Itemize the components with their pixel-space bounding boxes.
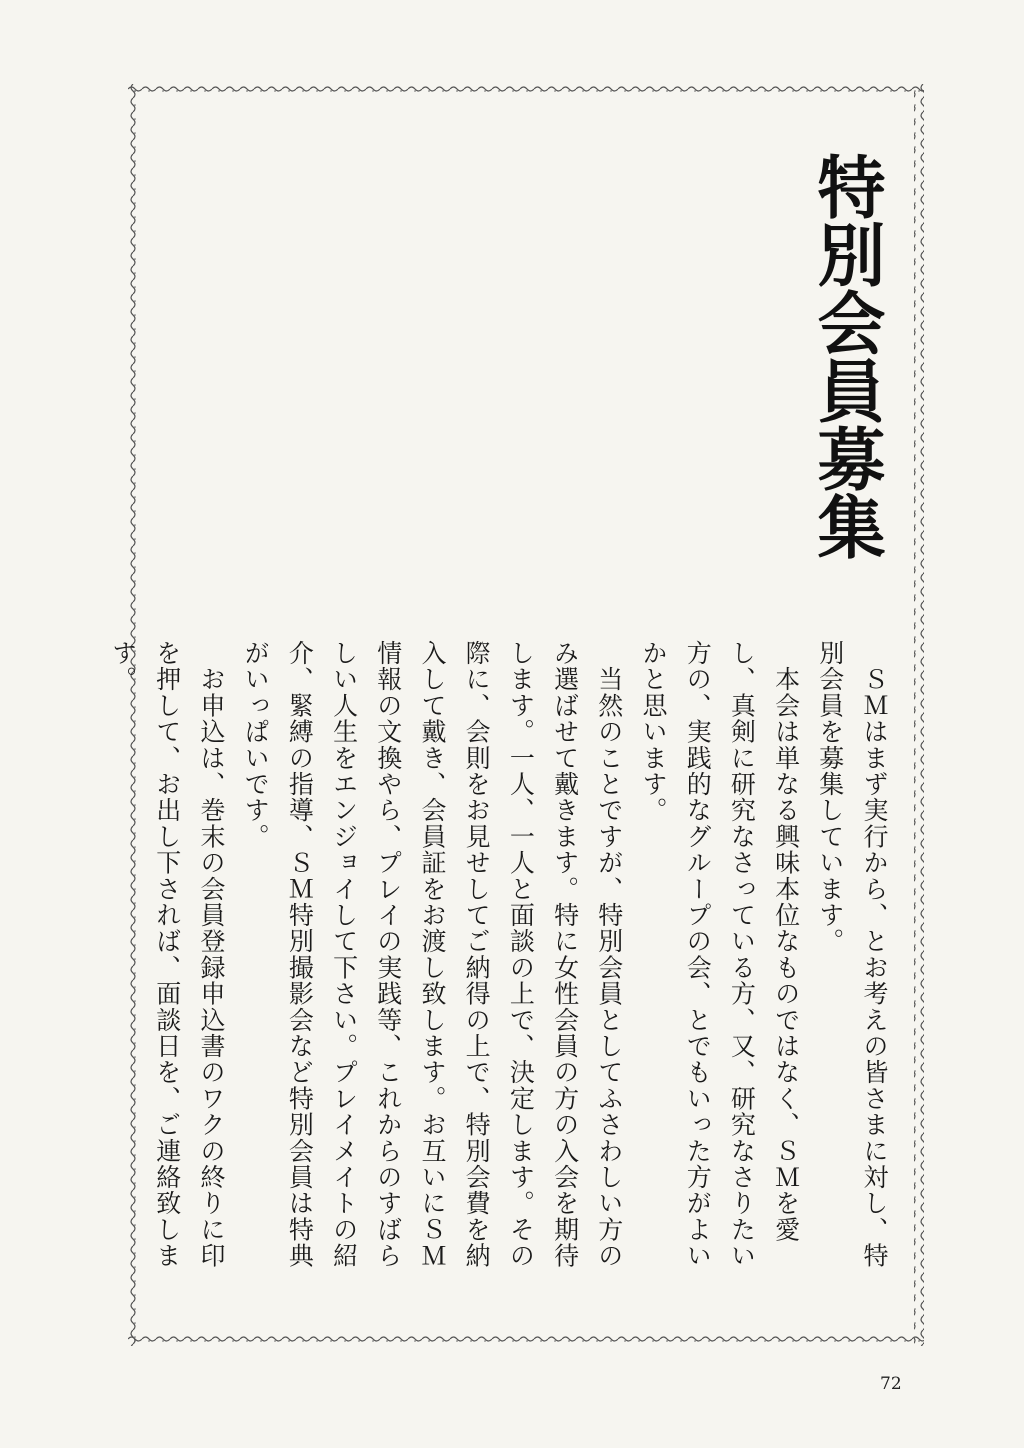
paragraph-2: 本会は単なる興味本位なものではなく、ＳＭを愛し、真剣に研究なさっている方、又、研究なさりたい方の、実践的なグループの会、とでもいった方がよいかと思います。 xyxy=(638,640,801,1269)
body-text xyxy=(108,640,896,1280)
page-number: 72 xyxy=(880,1374,902,1394)
paragraph-1: ＳＭはまず実行から、とお考えの皆さまに対し、特別会員を募集しています。 xyxy=(815,640,889,1269)
paragraph-4: お申込は、巻末の会員登録申込書のワクの終りに印を押して、お出し下されば、面談日を、ご連絡致します。 xyxy=(108,640,226,1269)
page-title: 特別会員募集 xyxy=(806,152,885,560)
paragraph-3: 当然のことですが、特別会員としてふさわしい方のみ選ばせて戴きます。特に女性会員の方の入会を期待します。一人、一人と面談の上で、決定します。その際に、会則をお見せしてご納得の上で、特別会費を納入して戴き、会員証をお渡し致します。お互いにＳＭ情報の文換やら、プレイの実践等、これからのすばらしい人生をエンジョイして下さい。プレイメイトの紹介、緊縛の指導、ＳＭ特別撮影会など特別会員は特典がいっぱいです。 xyxy=(241,640,624,1269)
